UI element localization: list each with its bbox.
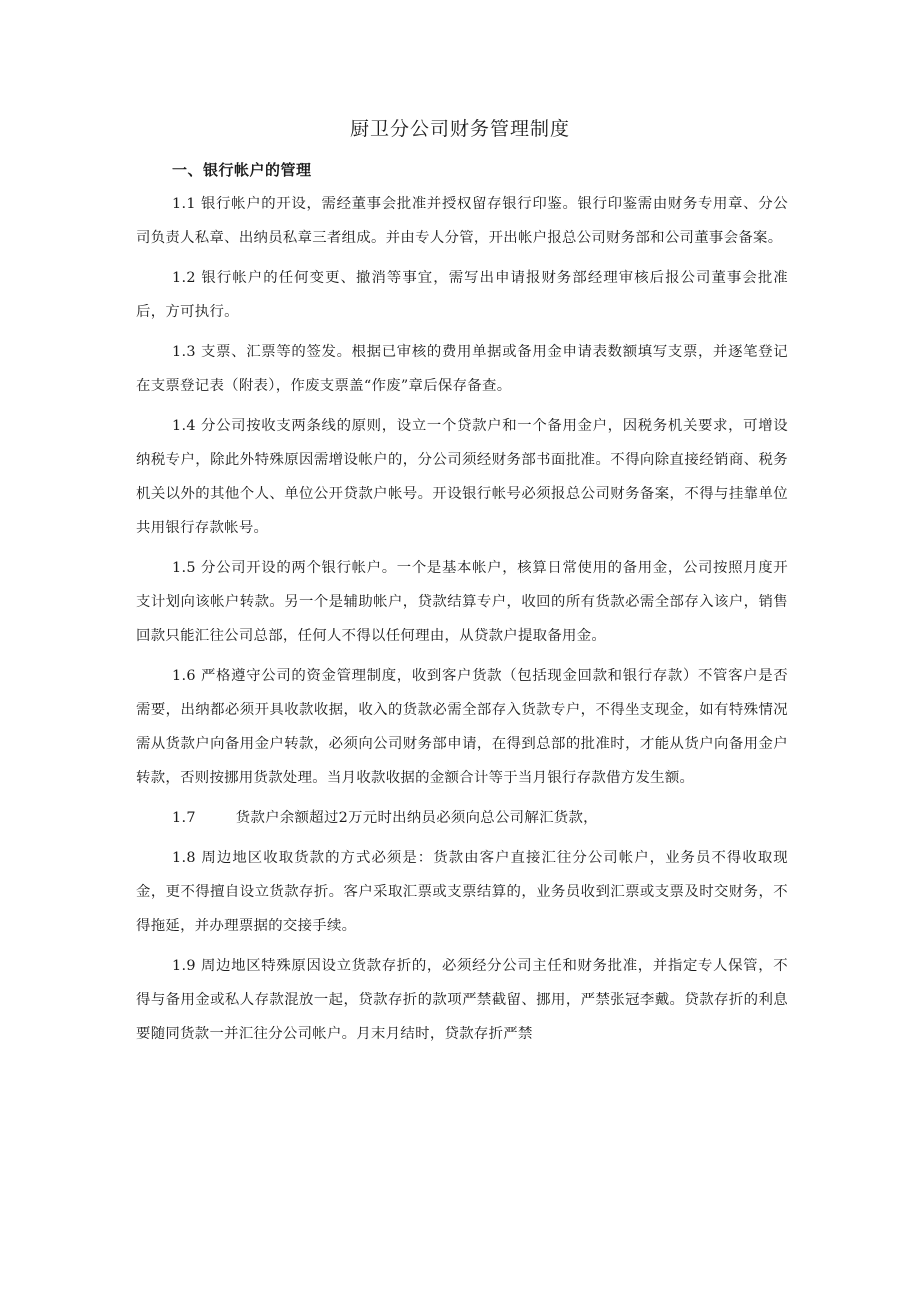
paragraph-1-3: 1.3 支票、汇票等的签发。根据已审核的费用单据或备用金申请表数额填写支票，并逐笔登记在支票登记表（附表），作废支票盖“作废”章后保存备查。 — [136, 344, 788, 394]
section-heading: 一、银行帐户的管理 — [172, 161, 312, 179]
paragraph-1-5: 1.5 分公司开设的两个银行帐户。一个是基本帐户，核算日常使用的备用金，公司按照月度开支计划向该帐户转款。另一个是辅助帐户，贷款结算专户，收回的所有货款必需全部存入该户，销售回款只能汇往公司总部，任何人不得以任何理由，从贷款户提取备用金。 — [136, 560, 788, 644]
page-title: 厨卫分公司财务管理制度 — [349, 118, 570, 140]
paragraph-1-6: 1.6 严格遵守公司的资金管理制度，收到客户货款（包括现金回款和银行存款）不管客户是否需要，出纳都必须开具收款收据，收入的货款必需全部存入货款专户，不得坐支现金，如有特殊情况需从货款户向备用金户转款，必须向公司财务部申请，在得到总部的批准时，才能从货户向备用金户转款，否则按挪用货款处理。当月收款收据的金额合计等于当月银行存款借方发生额。 — [136, 668, 788, 786]
paragraph-1-1: 1.1 银行帐户的开设，需经董事会批准并授权留存银行印鉴。银行印鉴需由财务专用章、分公司负责人私章、出纳员私章三者组成。并由专人分管，开出帐户报总公司财务部和公司董事会备案。 — [136, 196, 788, 246]
body-text — [136, 187, 788, 1057]
paragraph-1-8: 1.8 周边地区收取货款的方式必须是：货款由客户直接汇往分公司帐户，业务员不得收取现金，更不得擅自设立货款存折。客户采取汇票或支票结算的，业务员收到汇票或支票及时交财务，不得拖延，并办理票据的交接手续。 — [136, 850, 788, 934]
paragraph-1-7 — [136, 801, 788, 835]
paragraph-1-9: 1.9 周边地区特殊原因设立货款存折的，必须经分公司主任和财务批准，并指定专人保管，不得与备用金或私人存款混放一起，贷款存折的款项严禁截留、挪用，严禁张冠李戴。贷款存折的利息要随同货款一并汇往分公司帐户。月末月结时，贷款存折严禁 — [136, 958, 788, 1042]
paragraph-1-7-text: 货款户余额超过2万元时出纳员必须向总公司解汇货款， — [235, 810, 598, 826]
paragraph-1-7-number: 1.7 — [172, 810, 196, 826]
paragraph-1-4: 1.4 分公司按收支两条线的原则，设立一个贷款户和一个备用金户，因税务机关要求，可增设纳税专户，除此外特殊原因需增设帐户的，分公司须经财务部书面批准。不得向除直接经销商、税务机关以外的其他个人、单位公开贷款户帐号。开设银行帐号必须报总公司财务备案，不得与挂靠单位共用银行存款帐号。 — [136, 418, 788, 536]
paragraph-1-2: 1.2 银行帐户的任何变更、撤消等事宜，需写出申请报财务部经理审核后报公司董事会批准后，方可执行。 — [136, 270, 788, 320]
